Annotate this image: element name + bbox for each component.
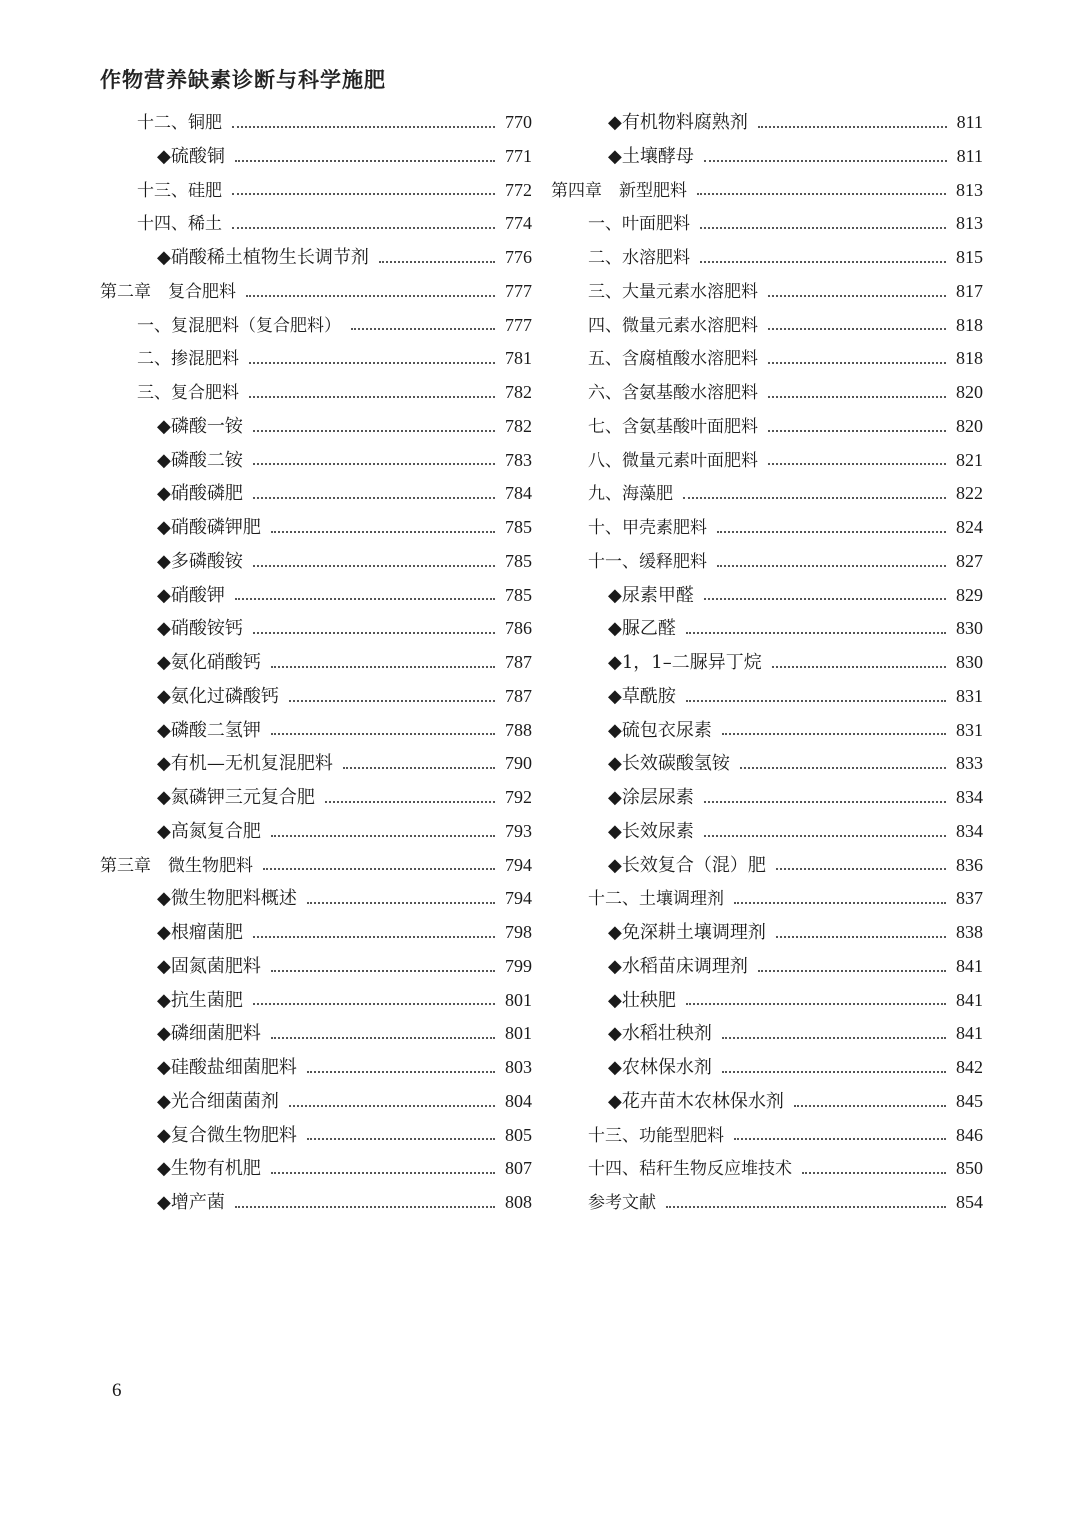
dot-leader [704, 598, 946, 600]
dot-leader [768, 328, 946, 330]
toc-entry-label: 第二章 复合肥料 [100, 281, 236, 302]
toc-entry-page: 805 [505, 1124, 532, 1145]
dot-leader [232, 126, 495, 128]
toc-entry-item [100, 612, 532, 646]
dot-leader [379, 261, 495, 263]
toc-entry-page: 829 [956, 584, 983, 605]
toc-left-column [100, 106, 532, 1220]
toc-entry-item [100, 1186, 532, 1220]
toc-entry-page: 771 [505, 145, 532, 166]
toc-entry-section [551, 545, 983, 579]
toc-entry-item [100, 950, 532, 984]
toc-entry-label: ◆抗生菌肥 [157, 989, 243, 1011]
toc-entry-page: 820 [956, 382, 983, 402]
toc-entry-page: 817 [956, 280, 983, 301]
toc-entry-label: 三、大量元素水溶肥料 [588, 281, 758, 302]
toc-entry-page: 834 [956, 787, 983, 807]
toc-entry-page: 845 [956, 1090, 983, 1111]
dot-leader [734, 902, 946, 904]
dot-leader [704, 160, 947, 162]
dot-leader [722, 733, 946, 735]
toc-entry-label: ◆硝酸铵钙 [157, 618, 243, 640]
toc-entry-label: 十、甲壳素肥料 [588, 518, 707, 538]
dot-leader [704, 801, 946, 803]
toc-entry-label: ◆硫包衣尿素 [608, 719, 712, 741]
toc-entry-label: ◆脲乙醛 [608, 618, 676, 640]
toc-entry-page: 787 [505, 685, 532, 706]
toc-entry-page: 854 [956, 1192, 983, 1212]
dot-leader [700, 261, 946, 263]
toc-entry-label: 十三、功能型肥料 [588, 1125, 724, 1146]
toc-entry-page: 807 [505, 1158, 532, 1179]
toc-entry-page: 815 [956, 247, 983, 267]
toc-entry-chapter [100, 275, 532, 309]
toc-entry-item [551, 747, 983, 781]
toc-entry-label: ◆氨化硝酸钙 [157, 652, 261, 673]
toc-entry-item [551, 950, 983, 984]
toc-entry-page: 781 [505, 348, 532, 369]
toc-entry-item [551, 612, 983, 646]
toc-right-column [551, 106, 983, 1220]
toc-entry-item [100, 444, 532, 478]
toc-entry-page: 822 [956, 483, 983, 504]
toc-entry-section [551, 410, 983, 444]
toc-entry-section [100, 309, 532, 343]
toc-entry-label: ◆氮磷钾三元复合肥 [157, 787, 315, 808]
toc-entry-page: 788 [505, 719, 532, 740]
toc-entry-label: 一、复混肥料（复合肥料） [137, 315, 341, 336]
dot-leader [758, 970, 946, 972]
toc-entry-chapter [551, 174, 983, 208]
toc-entry-label: ◆磷细菌肥料 [157, 1023, 261, 1045]
toc-entry-section [100, 376, 532, 410]
dot-leader [776, 868, 946, 870]
toc-entry-label: 十四、秸秆生物反应堆技术 [588, 1159, 792, 1180]
toc-entry-label: 七、含氨基酸叶面肥料 [588, 416, 758, 437]
toc-entry-page: 811 [956, 112, 983, 132]
toc-entry-section [551, 1186, 983, 1220]
toc-entry-page: 831 [956, 719, 983, 740]
toc-entry-label: ◆硅酸盐细菌肥料 [157, 1057, 297, 1078]
toc-entry-page: 774 [505, 213, 532, 234]
toc-entry-page: 777 [505, 314, 532, 335]
toc-entry-section [551, 207, 983, 241]
dot-leader [253, 565, 495, 567]
dot-leader [740, 767, 946, 769]
running-head-book-title: 作物营养缺素诊断与科学施肥 [100, 68, 386, 92]
toc-entry-item [100, 916, 532, 950]
toc-entry-label: 一、叶面肥料 [588, 214, 690, 235]
dot-leader [235, 1206, 495, 1208]
toc-entry-item [551, 849, 983, 883]
toc-entry-item [100, 545, 532, 579]
toc-entry-item [551, 680, 983, 714]
dot-leader [271, 1037, 495, 1039]
toc-entry-item [551, 1051, 983, 1085]
toc-entry-label: ◆水稻壮秧剂 [608, 1023, 712, 1045]
toc-entry-item [100, 140, 532, 174]
dot-leader [343, 767, 495, 769]
toc-entry-page: 830 [956, 652, 983, 672]
toc-entry-item [551, 1017, 983, 1051]
toc-entry-page: 820 [956, 415, 983, 436]
toc-entry-label: 十一、缓释肥料 [588, 551, 707, 572]
toc-entry-section [551, 376, 983, 410]
toc-entry-label: ◆生物有机肥 [157, 1158, 261, 1180]
toc-entry-item [551, 815, 983, 849]
toc-entry-label: 第四章 新型肥料 [551, 180, 687, 201]
toc-entry-label: 三、复合肥料 [137, 383, 239, 403]
toc-entry-item [551, 1085, 983, 1119]
toc-entry-label: ◆农林保水剂 [608, 1057, 712, 1078]
toc-entry-item [100, 410, 532, 444]
dot-leader [697, 193, 946, 195]
toc-entry-item [100, 1119, 532, 1153]
toc-entry-item [551, 714, 983, 748]
toc-entry-label: 八、微量元素叶面肥料 [588, 450, 758, 471]
toc-entry-section [551, 882, 983, 916]
dot-leader [271, 666, 495, 668]
toc-entry-page: 841 [956, 989, 983, 1010]
dot-leader [686, 1003, 946, 1005]
toc-entry-page: 838 [956, 922, 983, 942]
toc-entry-item [551, 106, 983, 140]
dot-leader [307, 902, 495, 904]
toc-entry-item [100, 1152, 532, 1186]
toc-entry-page: 798 [505, 922, 532, 942]
toc-entry-section [551, 1119, 983, 1153]
dot-leader [717, 565, 946, 567]
toc-entry-item [100, 882, 532, 916]
toc-entry-label: ◆长效碳酸氢铵 [608, 753, 730, 775]
toc-entry-item [100, 511, 532, 545]
dot-leader [686, 700, 946, 702]
toc-entry-page: 813 [956, 213, 983, 234]
toc-entry-page: 793 [505, 820, 532, 841]
toc-entry-section [100, 106, 532, 140]
toc-entry-page: 784 [505, 483, 532, 504]
toc-entry-page: 850 [956, 1158, 983, 1179]
dot-leader [734, 1138, 946, 1140]
dot-leader [246, 295, 495, 297]
dot-leader [768, 295, 946, 297]
toc-entry-page: 841 [956, 955, 983, 976]
toc-entry-item [100, 477, 532, 511]
dot-leader [271, 835, 495, 837]
toc-entry-section [551, 275, 983, 309]
toc-entry-item [551, 579, 983, 613]
toc-entry-item [100, 781, 532, 815]
toc-entry-label: ◆增产菌 [157, 1192, 225, 1213]
toc-entry-page: 803 [505, 1057, 532, 1077]
toc-entry-label: ◆多磷酸铵 [157, 550, 243, 572]
toc-entry-page: 777 [505, 280, 532, 301]
toc-entry-label: 二、水溶肥料 [588, 248, 690, 268]
toc-entry-label: ◆硝酸磷钾肥 [157, 517, 261, 538]
dot-leader [704, 835, 946, 837]
toc-entry-page: 821 [956, 449, 983, 470]
toc-entry-page: 792 [505, 787, 532, 807]
toc-entry-item [551, 781, 983, 815]
toc-entry-page: 801 [505, 1023, 532, 1044]
toc-entry-label: ◆长效复合（混）肥 [608, 854, 766, 876]
toc-entry-label: 六、含氨基酸水溶肥料 [588, 383, 758, 403]
dot-leader [271, 1172, 495, 1174]
toc-entry-label: ◆硝酸稀土植物生长调节剂 [157, 247, 369, 268]
toc-entry-label: 参考文献 [588, 1193, 656, 1213]
toc-entry-label: ◆高氮复合肥 [157, 820, 261, 842]
dot-leader [325, 801, 495, 803]
dot-leader [307, 1138, 495, 1140]
toc-entry-label: 九、海藻肥 [588, 484, 673, 505]
toc-entry-page: 785 [505, 550, 532, 571]
dot-leader [232, 227, 495, 229]
toc-entry-label: ◆涂层尿素 [608, 787, 694, 808]
toc-entry-page: 824 [956, 517, 983, 537]
toc-entry-page: 833 [956, 753, 983, 774]
toc-entry-label: ◆免深耕土壤调理剂 [608, 922, 766, 943]
toc-entry-page: 830 [956, 618, 983, 639]
toc-entry-label: ◆硝酸磷肥 [157, 483, 243, 505]
toc-entry-page: 811 [956, 145, 983, 166]
toc-entry-page: 842 [956, 1057, 983, 1077]
dot-leader [271, 970, 495, 972]
toc-entry-label: 二、掺混肥料 [137, 349, 239, 370]
toc-entry-page: 794 [505, 854, 532, 875]
toc-entry-item [100, 1085, 532, 1119]
toc-entry-page: 790 [505, 753, 532, 774]
toc-entry-label: 十四、稀土 [137, 214, 222, 235]
dot-leader [351, 328, 495, 330]
dot-leader [722, 1037, 946, 1039]
toc-entry-page: 808 [505, 1192, 532, 1212]
toc-entry-page: 772 [505, 179, 532, 200]
toc-entry-item [100, 1051, 532, 1085]
toc-entry-section [551, 511, 983, 545]
toc-entry-page: 782 [505, 382, 532, 402]
toc-entry-label: ◆长效尿素 [608, 820, 694, 842]
dot-leader [232, 193, 495, 195]
toc-entry-page: 841 [956, 1023, 983, 1044]
dot-leader [253, 463, 495, 465]
toc-entry-label: ◆壮秧肥 [608, 989, 676, 1011]
toc-entry-item [551, 646, 983, 680]
dot-leader [253, 632, 495, 634]
toc-entry-page: 801 [505, 989, 532, 1010]
dot-leader [271, 531, 495, 533]
toc-entry-label: ◆磷酸二铵 [157, 449, 243, 471]
dot-leader [307, 1071, 495, 1073]
toc-entry-label: ◆土壤酵母 [608, 145, 694, 167]
dot-leader [722, 1071, 946, 1073]
dot-leader [768, 463, 946, 465]
toc-entry-page: 785 [505, 517, 532, 537]
toc-entry-item [551, 984, 983, 1018]
dot-leader [271, 733, 495, 735]
toc-entry-label: ◆光合细菌菌剂 [157, 1090, 279, 1112]
dot-leader [289, 1105, 495, 1107]
toc-entry-item [551, 916, 983, 950]
toc-entry-item [100, 815, 532, 849]
toc-entry-item [100, 680, 532, 714]
toc-entry-label: 十二、铜肥 [137, 113, 222, 133]
toc-entry-page: 770 [505, 112, 532, 132]
dot-leader [666, 1206, 946, 1208]
toc-entry-label: 四、微量元素水溶肥料 [588, 315, 758, 336]
toc-entry-section [551, 309, 983, 343]
toc-entry-page: 813 [956, 179, 983, 200]
dot-leader [768, 396, 946, 398]
toc-entry-page: 794 [505, 888, 532, 909]
toc-entry-label: ◆磷酸二氢钾 [157, 719, 261, 741]
toc-entry-item [551, 140, 983, 174]
dot-leader [772, 666, 946, 668]
dot-leader [794, 1105, 946, 1107]
dot-leader [253, 430, 495, 432]
toc-entry-page: 827 [956, 550, 983, 571]
toc-entry-page: 804 [505, 1090, 532, 1111]
dot-leader [700, 227, 946, 229]
dot-leader [263, 868, 495, 870]
toc-entry-page: 776 [505, 247, 532, 267]
toc-entry-section [100, 342, 532, 376]
toc-entry-section [551, 1152, 983, 1186]
dot-leader [249, 362, 495, 364]
toc-entry-section [551, 342, 983, 376]
toc-entry-label: 十三、硅肥 [137, 180, 222, 201]
toc-entry-label: ◆有机物料腐熟剂 [608, 112, 748, 133]
dot-leader [683, 497, 946, 499]
toc-entry-section [100, 207, 532, 241]
toc-entry-item [100, 984, 532, 1018]
toc-entry-chapter [100, 849, 532, 883]
toc-entry-item [100, 714, 532, 748]
toc-entry-label: ◆硫酸铜 [157, 145, 225, 167]
toc-entry-label: 十二、土壤调理剂 [588, 889, 724, 910]
toc-entry-item [100, 747, 532, 781]
toc-entry-item [100, 646, 532, 680]
toc-entry-item [100, 1017, 532, 1051]
toc-entry-page: 846 [956, 1124, 983, 1145]
dot-leader [235, 160, 495, 162]
dot-leader [253, 497, 495, 499]
toc-entry-label: ◆有机—无机复混肥料 [157, 753, 333, 775]
dot-leader [776, 936, 946, 938]
dot-leader [802, 1172, 946, 1174]
toc-entry-page: 783 [505, 449, 532, 470]
toc-entry-page: 786 [505, 618, 532, 639]
toc-entry-label: 五、含腐植酸水溶肥料 [588, 349, 758, 370]
toc-entry-page: 834 [956, 820, 983, 841]
toc-entry-page: 787 [505, 652, 532, 672]
toc-entry-section [551, 477, 983, 511]
toc-entry-item [100, 241, 532, 275]
toc-entry-label: ◆硝酸钾 [157, 584, 225, 606]
toc-entry-page: 836 [956, 854, 983, 875]
toc-entry-page: 818 [956, 314, 983, 335]
toc-entry-item [100, 579, 532, 613]
dot-leader [253, 936, 495, 938]
toc-entry-label: ◆复合微生物肥料 [157, 1124, 297, 1146]
toc-entry-page: 785 [505, 584, 532, 605]
toc-entry-section [551, 241, 983, 275]
toc-entry-label: ◆花卉苗木农林保水剂 [608, 1090, 784, 1112]
toc-entry-page: 831 [956, 685, 983, 706]
dot-leader [253, 1003, 495, 1005]
toc-entry-label: ◆固氮菌肥料 [157, 955, 261, 977]
dot-leader [758, 126, 947, 128]
toc-entry-page: 818 [956, 348, 983, 369]
dot-leader [289, 700, 495, 702]
page-number: 6 [112, 1380, 122, 1401]
dot-leader [235, 598, 495, 600]
toc-entry-label: 第三章 微生物肥料 [100, 855, 253, 876]
dot-leader [249, 396, 495, 398]
toc-entry-section [551, 444, 983, 478]
toc-entry-page: 799 [505, 955, 532, 976]
toc-entry-label: ◆1，1–二脲异丁烷 [608, 652, 762, 673]
toc-entry-label: ◆微生物肥料概述 [157, 888, 297, 910]
toc-entry-label: ◆尿素甲醛 [608, 584, 694, 606]
toc-entry-label: ◆草酰胺 [608, 685, 676, 707]
dot-leader [717, 531, 946, 533]
toc-entry-label: ◆水稻苗床调理剂 [608, 955, 748, 977]
toc-entry-page: 837 [956, 888, 983, 909]
dot-leader [686, 632, 946, 634]
toc-entry-page: 782 [505, 415, 532, 436]
toc-entry-label: ◆氨化过磷酸钙 [157, 685, 279, 707]
toc-entry-label: ◆磷酸一铵 [157, 415, 243, 437]
toc-entry-section [100, 174, 532, 208]
dot-leader [768, 362, 946, 364]
toc-entry-label: ◆根瘤菌肥 [157, 922, 243, 943]
dot-leader [768, 430, 946, 432]
